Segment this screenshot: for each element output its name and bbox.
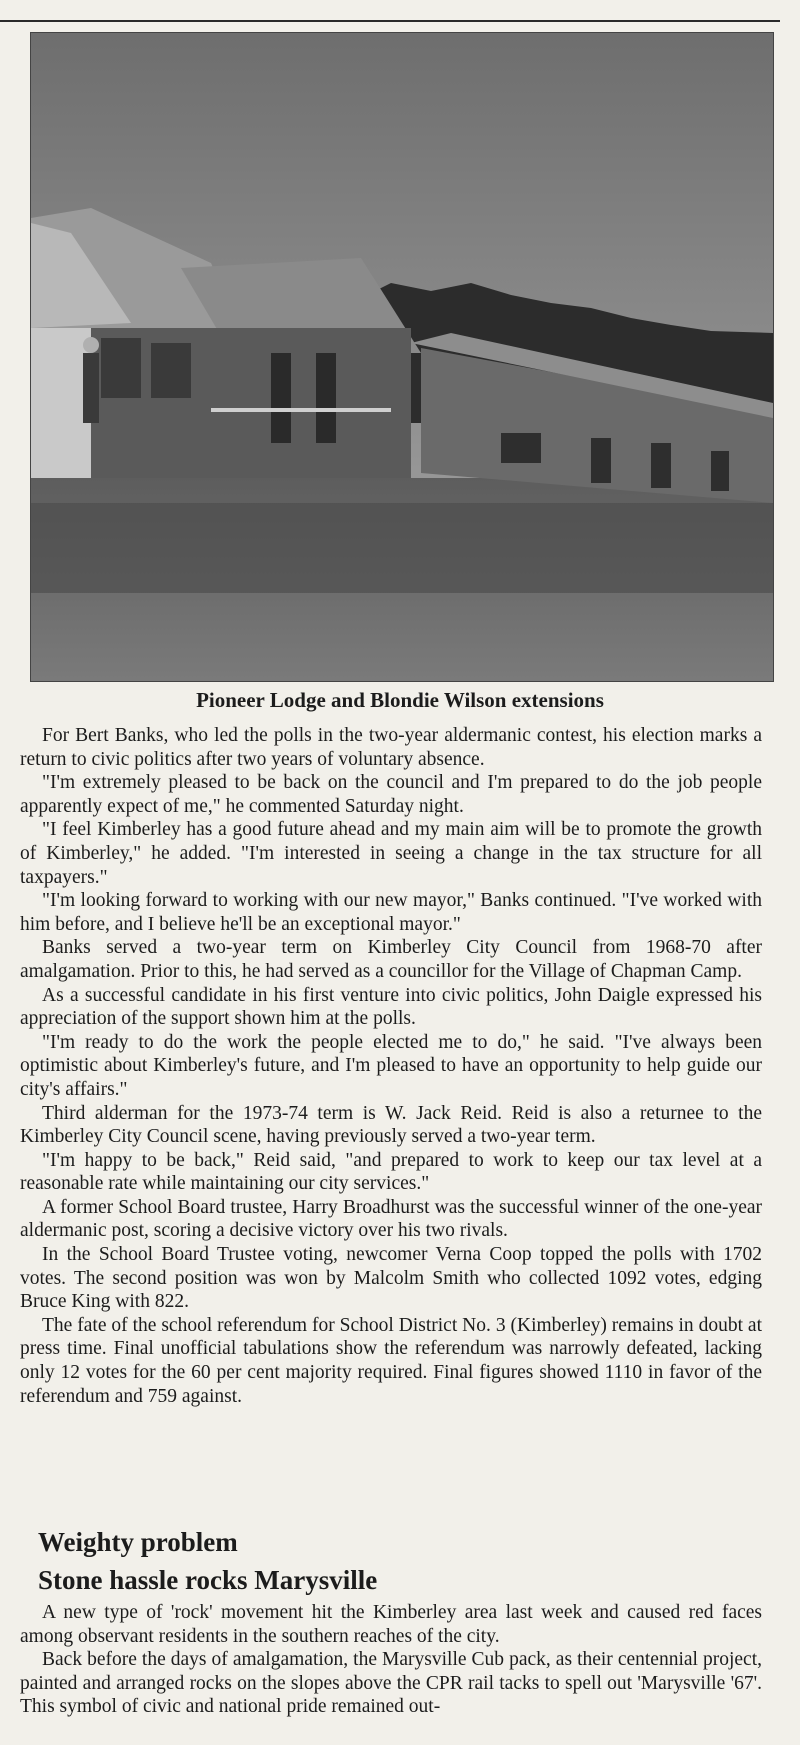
article-paragraph: Back before the days of amalgamation, the Marysville Cub pack, as their centennial project, painted and arranged rocks on the slopes above the CPR rail tacks to spell out 'Marysville '67'. This symbol of civic and national pride remained out- (20, 1649, 762, 1718)
article-paragraph: As a successful candidate in his first venture into civic politics, John Daigle expressed his appreciation of the support shown him at the polls. (20, 984, 762, 1030)
article-paragraph: Banks served a two-year term on Kimberley City Council from 1968-70 after amalgamation. Prior to this, he had served as a councillor for the Village of Chapman Camp. (20, 937, 762, 982)
top-rule (0, 20, 780, 22)
lodge-photo-illustration (31, 33, 773, 681)
article-paragraph: In the School Board Trustee voting, newcomer Verna Coop topped the polls with 1702 votes. The second position was won by Malcolm Smith who collected 1092 votes, edging Bruce King with 822. (20, 1244, 762, 1313)
article-paragraph: The fate of the school referendum for School District No. 3 (Kimberley) remains in doubt at press time. Final unofficial tabulations show the referendum was narrowly defeated, lacking only 12 votes for the 60 per cent majority required. Final figures showed 1110 in favor of the referendum and 759 against. (20, 1314, 762, 1407)
main-headline: Stone hassle rocks Marysville (38, 1565, 378, 1595)
article-paragraph: "I feel Kimberley has a good future ahead and my main aim will be to promote the growth of Kimberley," he added. "I'm interested in seeing a change in the tax structure for all taxpayers." (20, 819, 762, 888)
article-paragraph: "I'm happy to be back," Reid said, "and prepared to work to keep our tax level at a reasonable rate while maintaining our city services." (20, 1149, 762, 1195)
article-election-results (20, 724, 762, 1408)
kicker-headline: Weighty problem (38, 1527, 238, 1557)
article-paragraph: A new type of 'rock' movement hit the Kimberley area last week and caused red faces among observant residents in the southern reaches of the city. (20, 1602, 762, 1647)
article-paragraph: For Bert Banks, who led the polls in the two-year aldermanic contest, his election marks a return to civic politics after two years of voluntary absence. (20, 725, 762, 770)
newspaper-photo (30, 32, 774, 682)
article-paragraph: A former School Board trustee, Harry Broadhurst was the successful winner of the one-year aldermanic post, scoring a decisive victory over his two rivals. (20, 1196, 762, 1242)
article-stone-hassle (20, 1601, 762, 1719)
article-paragraph: Third alderman for the 1973-74 term is W. Jack Reid. Reid is also a returnee to the Kimberley City Council scene, having previously served a two-year term. (20, 1102, 762, 1148)
photo-caption: Pioneer Lodge and Blondie Wilson extensions (196, 688, 604, 712)
article-paragraph: "I'm ready to do the work the people elected me to do," he said. "I've always been optimistic about Kimberley's future, and I'm pleased to have an opportunity to help guide our city's affairs." (20, 1031, 762, 1100)
article-paragraph: "I'm looking forward to working with our new mayor," Banks continued. "I've worked with him before, and I believe he'll be an exceptional mayor." (20, 890, 762, 935)
article-paragraph: "I'm extremely pleased to be back on the council and I'm prepared to do the job people apparently expect of me," he commented Saturday night. (20, 772, 762, 817)
